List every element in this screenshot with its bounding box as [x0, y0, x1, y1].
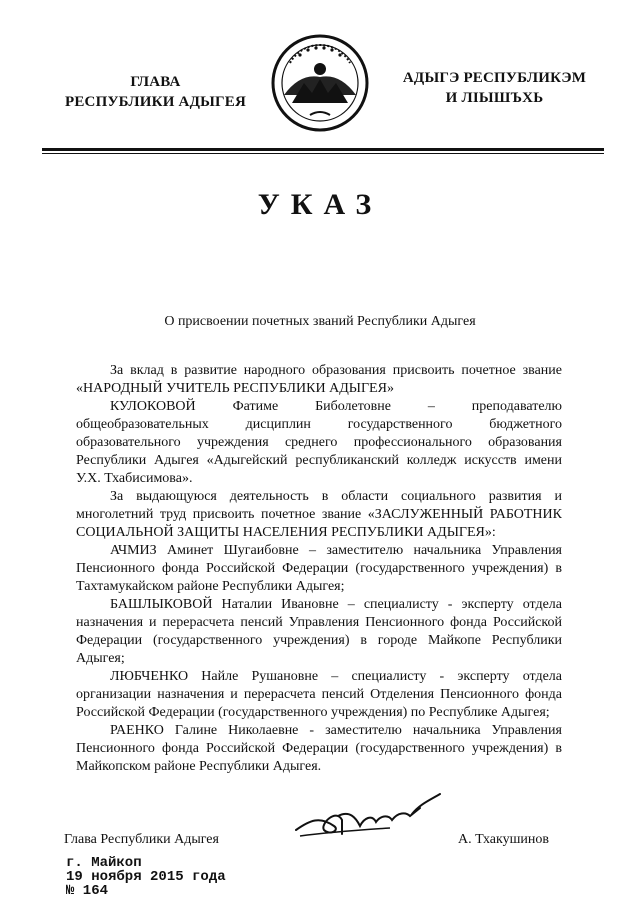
document-title: УКАЗ: [257, 188, 383, 221]
header-right: [382, 68, 607, 108]
paragraph-raenko: РАЕНКО Галине Николаевне - заместителю начальника Управления Пенсионного фонда Российской Федерации (государственного учреждения) в Майкопском районе Республики Адыгея.: [76, 723, 562, 774]
header-left: [48, 72, 263, 112]
signatory-name: А. Тхакушинов: [458, 832, 549, 847]
paragraph-achmiz: АЧМИЗ Аминет Шугаибовне – заместителю начальника Управления Пенсионного фонда Российской Федерации (государственного учреждения) в Тахтамукайском районе Республики Адыгея;: [76, 543, 562, 594]
header-right-line2: И ЛІЫШЪХЬ: [445, 90, 544, 106]
header-left-line1: ГЛАВА: [130, 74, 181, 90]
document-body: [76, 362, 562, 776]
document-city: г. Майкоп: [66, 855, 142, 871]
paragraph-kulokova: КУЛОКОВОЙ Фатиме Биболетовне – преподавателю общеобразовательных дисциплин государственного бюджетного образовательного учреждения среднего профессионального образования Республики Адыгея «Адыгейский республиканский колледж искусств имени У.Х. Тхабисимова».: [76, 399, 562, 486]
header-right-line1: АДЫГЭ РЕСПУБЛИКЭМ: [402, 70, 587, 86]
coat-of-arms-seal-icon: [270, 33, 370, 133]
paragraph-award-social: За выдающуюся деятельность в области социального развития и многолетний труд присвоить почетное звание «ЗАСЛУЖЕННЫЙ РАБОТНИК СОЦИАЛЬНОЙ ЗАЩИТЫ НАСЕЛЕНИЯ РЕСПУБЛИКИ АДЫГЕЯ»:: [76, 489, 562, 540]
document-date: 19 ноября 2015 года: [66, 869, 226, 885]
paragraph-lyubchenko: ЛЮБЧЕНКО Найле Рушановне – специалисту - эксперту отдела организации назначения и перерасчета пенсий Отделения Пенсионного фонда Российской Федерации (государственного учреждения) по Республике Адыгея;: [76, 669, 562, 720]
paragraph-bashlykova: БАШЛЫКОВОЙ Наталии Ивановне – специалисту - эксперту отдела назначения и перерасчета пенсий Управления Пенсионного фонда Российской Федерации (государственного учреждения) в городе Майкопе Республики Адыгея;: [76, 597, 562, 666]
handwritten-signature: [290, 790, 450, 842]
header-left-line2: РЕСПУБЛИКИ АДЫГЕЯ: [64, 94, 247, 110]
document-place-date: [66, 856, 226, 898]
document-subject: О присвоении почетных званий Республики Адыгея: [164, 314, 476, 329]
document-number: № 164: [66, 883, 109, 899]
header-rule-thin: [42, 153, 604, 154]
paragraph-award-teacher: За вклад в развитие народного образования присвоить почетное звание «НАРОДНЫЙ УЧИТЕЛЬ РЕСПУБЛИКИ АДЫГЕЯ»: [76, 363, 562, 396]
signatory-position: Глава Республики Адыгея: [64, 832, 219, 847]
header-rule-thick: [42, 148, 604, 151]
